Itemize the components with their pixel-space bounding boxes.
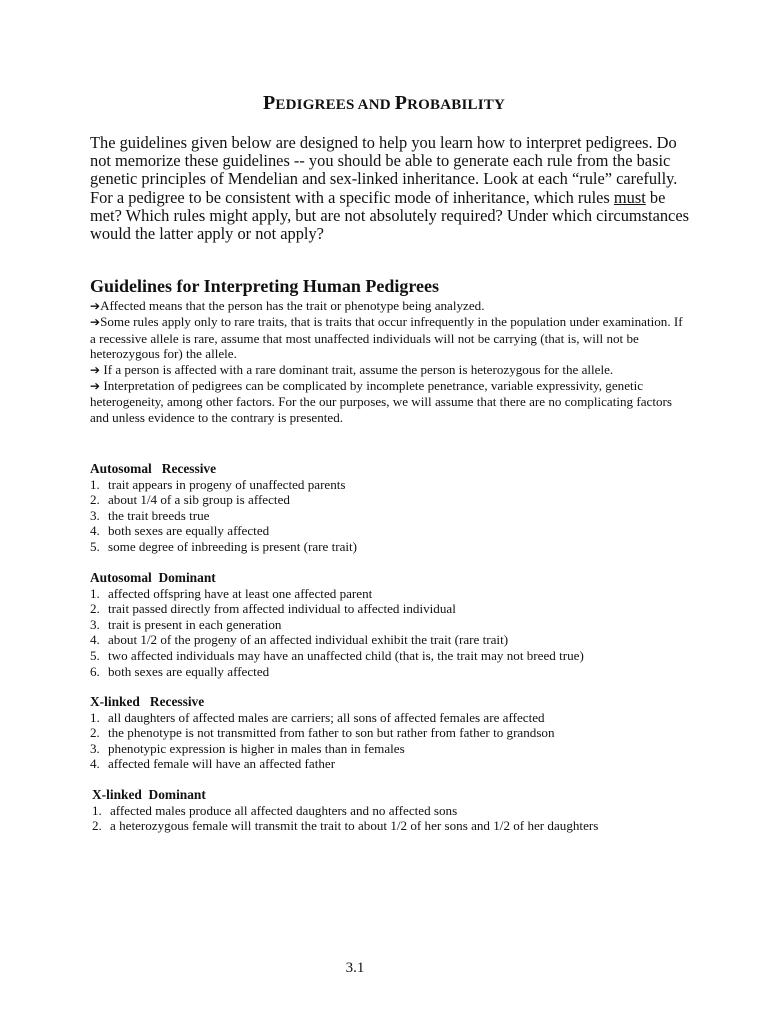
arrow-icon: ➔ xyxy=(90,315,101,330)
section-autosomal-recessive xyxy=(90,461,710,555)
guideline-text: Affected means that the person has the trait or phenotype being analyzed. xyxy=(100,298,485,313)
page-number: 3.1 xyxy=(345,960,365,976)
section-autosomal-dominant xyxy=(90,570,710,679)
rule-number: 2. xyxy=(90,725,100,741)
rule-item xyxy=(90,617,710,633)
arrow-icon: ➔ xyxy=(90,379,101,394)
rule-number: 6. xyxy=(90,663,100,679)
rule-text: trait is present in each generation xyxy=(108,616,282,632)
rule-item xyxy=(90,508,710,524)
rule-list xyxy=(90,710,710,772)
rule-number: 3. xyxy=(90,507,100,523)
intro-part-2: be met? Which rules might apply, but are not absolutely required? Under which circumstances would the latter apply or not apply? xyxy=(90,187,689,244)
rule-item xyxy=(90,756,710,772)
section-heading: X-linked Recessive xyxy=(90,694,205,709)
intro-part-1: The guidelines given below are designed to help you learn how to interpret pedigrees. Do not memorize these guidelines -- you should be able to generate each rule from the basic genetic principles of Mendelian and sex-linked inheritance. Look at each “rule” carefully. For a pedigree to be consistent with a specific mode of inheritance, which rules xyxy=(90,133,678,207)
guideline-text: Some rules apply only to rare traits, that is traits that occur infrequently in the population under examination. If a recessive allele is rare, assume that most unaffected individuals will not be carrying (that is, will not be heterozygous for) the allele. xyxy=(90,314,683,362)
rule-text: trait appears in progeny of unaffected parents xyxy=(108,476,346,492)
page-title xyxy=(0,92,768,115)
arrow-icon: ➔ xyxy=(90,362,101,377)
rule-item xyxy=(90,539,710,555)
arrow-icon: ➔ xyxy=(90,299,101,313)
rule-item xyxy=(90,586,710,602)
rule-list xyxy=(92,803,712,834)
rule-text: about 1/4 of a sib group is affected xyxy=(108,492,290,508)
rule-text: both sexes are equally affected xyxy=(108,663,270,679)
guidelines-list xyxy=(90,298,690,425)
rule-number: 1. xyxy=(90,709,100,725)
rule-item xyxy=(90,632,710,648)
rule-number: 1. xyxy=(92,802,102,818)
rule-item xyxy=(90,477,710,493)
rule-number: 1. xyxy=(90,585,100,601)
rule-number: 5. xyxy=(90,647,100,663)
rule-item xyxy=(92,803,712,819)
rule-text: both sexes are equally affected xyxy=(108,523,270,539)
intro-paragraph xyxy=(90,134,690,243)
section-heading: Autosomal Recessive xyxy=(90,461,217,476)
section-x-linked-dominant xyxy=(92,787,712,834)
rule-text: affected female will have an affected father xyxy=(108,756,336,772)
section-heading: Autosomal Dominant xyxy=(90,570,216,585)
rule-text: about 1/2 of the progeny of an affected individual exhibit the trait (rare trait) xyxy=(108,632,509,648)
rule-number: 4. xyxy=(90,756,100,772)
title-initial-1: P xyxy=(263,92,276,114)
title-rest-2: ROBABILITY xyxy=(407,97,505,113)
intro-emphasis: must xyxy=(613,187,646,207)
rule-number: 2. xyxy=(92,818,102,834)
rule-text: a heterozygous female will transmit the trait to about 1/2 of her sons and 1/2 of her daughters xyxy=(110,818,599,834)
rule-item xyxy=(90,523,710,539)
rule-list xyxy=(90,586,710,680)
rule-number: 4. xyxy=(90,632,100,648)
rule-list xyxy=(90,477,710,555)
rule-text: trait passed directly from affected individual to affected individual xyxy=(108,601,456,617)
rule-item xyxy=(90,741,710,757)
rule-item xyxy=(90,492,710,508)
rule-item xyxy=(90,648,710,664)
rule-text: the trait breeds true xyxy=(108,507,210,523)
guideline-item xyxy=(90,298,690,314)
title-rest-1: EDIGREES AND xyxy=(275,97,395,113)
guideline-text: Interpretation of pedigrees can be complicated by incomplete penetrance, variable expressivity, genetic heterogeneity, among other factors. For the our purposes, we will assume that there are no complicating factors and unless evidence to the contrary is presented. xyxy=(90,378,673,425)
rule-number: 5. xyxy=(90,538,100,554)
rule-item xyxy=(90,710,710,726)
rule-text: affected offspring have at least one affected parent xyxy=(108,585,373,601)
rule-item xyxy=(90,601,710,617)
rule-item xyxy=(90,725,710,741)
rule-number: 3. xyxy=(90,740,100,756)
guideline-item xyxy=(90,314,690,361)
guideline-text: If a person is affected with a rare dominant trait, assume the person is heterozygous for the allele. xyxy=(100,361,614,377)
guideline-item xyxy=(90,362,690,378)
rule-text: the phenotype is not transmitted from father to son but rather from father to grandson xyxy=(108,725,555,741)
guideline-item xyxy=(90,378,690,425)
rule-text: affected males produce all affected daughters and no affected sons xyxy=(110,802,458,818)
guidelines-heading: Guidelines for Interpreting Human Pedigrees xyxy=(90,276,439,296)
rule-number: 1. xyxy=(90,476,100,492)
section-x-linked-recessive xyxy=(90,694,710,772)
rule-number: 2. xyxy=(90,492,100,508)
title-initial-2: P xyxy=(394,92,408,114)
rule-item xyxy=(90,664,710,680)
rule-text: two affected individuals may have an unaffected child (that is, the trait may not breed true) xyxy=(108,647,584,663)
rule-text: some degree of inbreeding is present (rare trait) xyxy=(108,538,358,554)
rule-text: phenotypic expression is higher in males than in females xyxy=(108,740,405,756)
rule-item xyxy=(92,818,712,834)
section-heading: X-linked Dominant xyxy=(92,787,206,802)
rule-number: 2. xyxy=(90,601,100,617)
rule-number: 4. xyxy=(90,523,100,539)
rule-text: all daughters of affected males are carriers; all sons of affected females are affected xyxy=(108,709,545,725)
rule-number: 3. xyxy=(90,616,100,632)
